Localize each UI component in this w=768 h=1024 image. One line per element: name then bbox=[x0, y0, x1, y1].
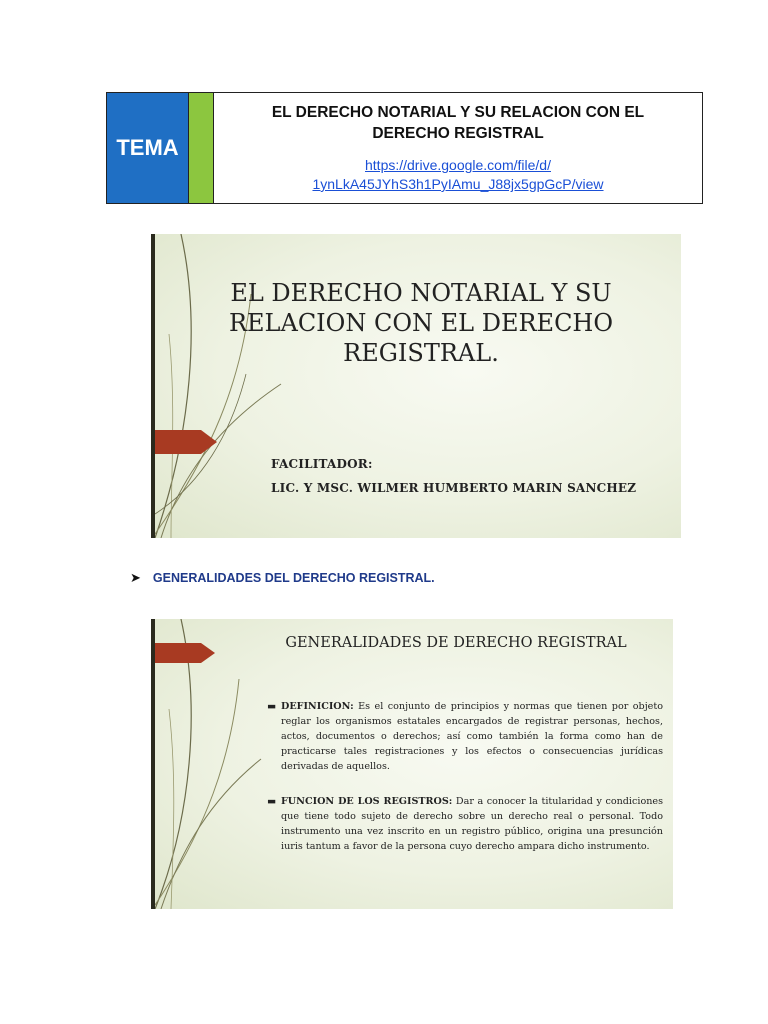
drive-link-line2[interactable]: 1ynLkA45JYhS3h1PyIAmu_J88jx5gpGcP/view bbox=[312, 176, 604, 192]
topic-header-table bbox=[106, 92, 703, 204]
slide-generalidades-image bbox=[151, 619, 673, 909]
tema-label: TEMA bbox=[107, 93, 188, 203]
slide-title-image bbox=[151, 234, 681, 538]
green-accent-bar bbox=[188, 93, 214, 203]
topic-title-cell bbox=[214, 93, 702, 203]
arrow-bullet-icon: ➤ bbox=[130, 570, 141, 585]
facilitator-name: LIC. Y MSC. WILMER HUMBERTO MARIN SANCHEZ bbox=[271, 481, 637, 495]
topic-title-line1: EL DERECHO NOTARIAL Y SU RELACION CON EL bbox=[271, 104, 645, 121]
slide-left-edge bbox=[151, 234, 155, 538]
list-item: ▬ DEFINICION: Es el conjunto de principios y normas que tienen por objeto reglar los organismos estatales encargados de registrar personas, hechos, actos, documentos o derechos; así como también la forma como han de practicarse tales registraciones y los efectos o consecuencias jurídicas derivadas de aquellos. bbox=[267, 701, 663, 772]
slide1-facilitator bbox=[271, 452, 636, 500]
slide2-bullet-list bbox=[267, 699, 663, 874]
section-heading-text: GENERALIDADES DEL DERECHO REGISTRAL. bbox=[152, 571, 435, 585]
section-heading bbox=[130, 570, 435, 586]
slide1-title: EL DERECHO NOTARIAL Y SU RELACION CON EL DERECHO REGISTRAL. bbox=[228, 279, 614, 367]
list-item: ▬ FUNCION DE LOS REGISTROS: Dar a conocer la titularidad y condiciones que tiene todo sujeto de derecho sobre un derecho real o personal. Todo instrumento una vez inscrito en un registro público, origina una presunción iuris tantum a favor de la persona cuyo derecho ampara dicho instrumento. bbox=[267, 796, 663, 852]
facilitator-label: FACILITADOR: bbox=[271, 457, 373, 471]
slide-left-edge bbox=[151, 619, 155, 909]
topic-title-line2: DERECHO REGISTRAL bbox=[372, 125, 544, 142]
drive-link-line1[interactable]: https://drive.google.com/file/d/ bbox=[365, 157, 551, 173]
slide2-title: GENERALIDADES DE DERECHO REGISTRAL bbox=[285, 635, 627, 651]
dash-bullet-icon: ▬ bbox=[267, 701, 277, 712]
dash-bullet-icon: ▬ bbox=[267, 796, 277, 807]
